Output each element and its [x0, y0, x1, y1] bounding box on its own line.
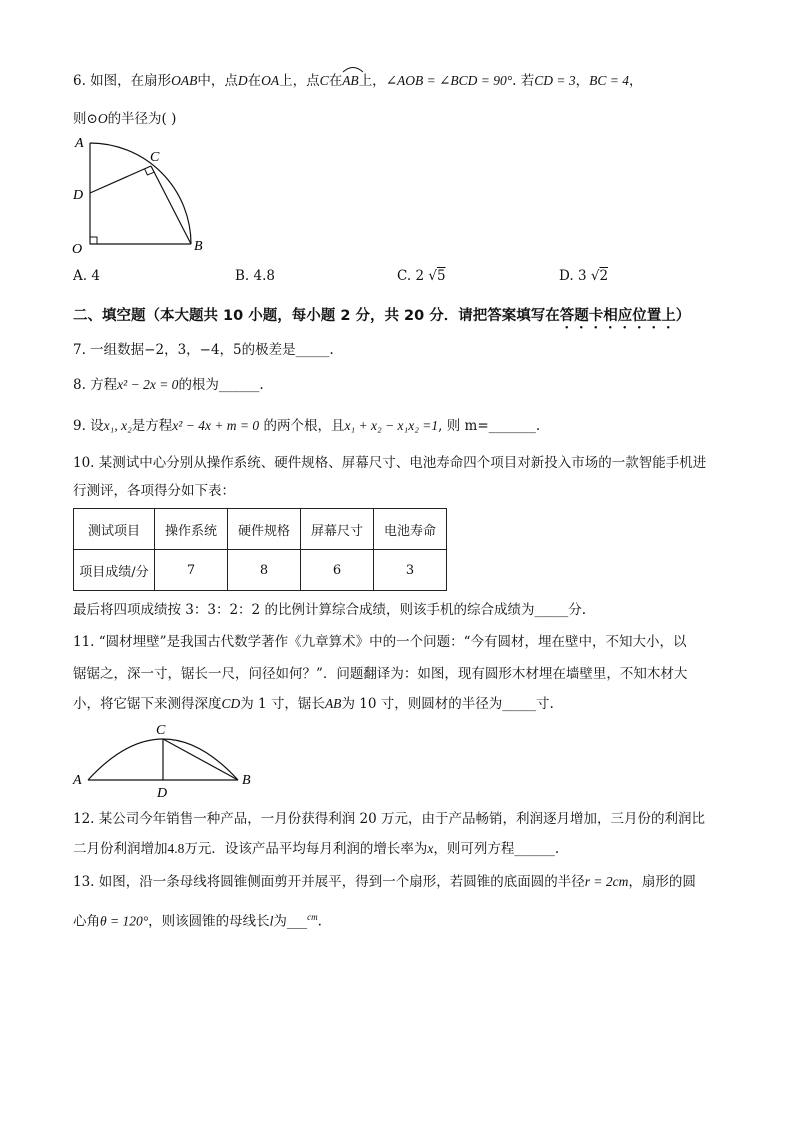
- q6-sector-figure: [70, 133, 220, 253]
- q6-text: ，: [575, 73, 590, 89]
- q6-text: . 若: [512, 73, 535, 89]
- q9-variables: x₁, x₂: [103, 418, 132, 433]
- q11-segment-ab: AB: [324, 696, 342, 711]
- table-cell: 项目成绩/分: [74, 550, 155, 591]
- q9-text: , 则 m=_______.: [438, 418, 541, 434]
- q6-cd-value: CD = 3: [534, 73, 576, 88]
- q10-score-table: [73, 508, 447, 591]
- q6-option-c: C. 2 √5: [397, 268, 446, 284]
- q9-line: [73, 417, 540, 435]
- q12-line1: 12. 某公司今年销售一种产品，一月份获得利润 20 万元，由于产品畅销，利润逐月增加，三月份的利润比: [73, 811, 706, 827]
- q6-label-c: C: [150, 150, 160, 165]
- q6-text: 上，: [358, 73, 386, 89]
- q12-text: 二月份利润增加: [73, 841, 168, 857]
- q11-segment-cb-line: [163, 739, 238, 780]
- q6-point-c: C: [319, 73, 329, 88]
- q11-text: 为 10 寸，则圆材的半径为_____寸.: [341, 696, 554, 712]
- q6-right-angle-o: [90, 237, 97, 244]
- q6-text: ，: [629, 73, 643, 89]
- q6-option-d: D. 3 √2: [559, 268, 609, 284]
- table-cell: 6: [301, 550, 374, 591]
- section-2-heading: [73, 304, 690, 332]
- q13-text: 心角: [73, 913, 100, 930]
- q9-equation: x² − 4x + m = 0: [172, 418, 260, 433]
- q6-arc-line: [90, 143, 191, 244]
- table-cell: 硬件规格: [228, 509, 301, 550]
- q6-text: 在: [247, 73, 262, 89]
- option-label: D.: [559, 268, 574, 284]
- q6-label-b: B: [194, 239, 203, 253]
- q13-text: .: [317, 913, 322, 930]
- q12-amount: 4.8: [167, 841, 185, 856]
- q6-sector-name: OAB: [171, 73, 198, 88]
- q13-unit: cm: [307, 912, 318, 922]
- q6-text: 中，点: [197, 73, 238, 89]
- q6-point-d: D: [237, 73, 248, 88]
- q6-text: 则⊙: [73, 111, 98, 127]
- q12-text: 万元．设该产品平均每月利润的增长率为: [184, 841, 428, 857]
- q6-text: 在: [328, 73, 343, 89]
- q13-line1: [73, 873, 696, 891]
- q6-prefix: 6. 如图，在扇形: [73, 73, 172, 89]
- q10-line1: 10. 某测试中心分别从操作系统、硬件规格、屏幕尺寸、电池寿命四个项目对新投入市场的一款智能手机进: [73, 455, 707, 471]
- section-title-emphasis: 答题卡相应位置上: [559, 308, 676, 324]
- q8-text: 的根为______.: [178, 377, 264, 393]
- table-cell: 测试项目: [74, 509, 155, 550]
- q13-text: 13. 如图，沿一条母线将圆锥侧面剪开并展平，得到一个扇形，若圆锥的底面圆的半径: [73, 874, 585, 890]
- table-cell: 屏幕尺寸: [301, 509, 374, 550]
- q11-label-c: C: [156, 723, 166, 738]
- option-radicand: 5: [436, 268, 446, 284]
- q6-segment-oa: OA: [261, 73, 280, 88]
- q11-line1: 11. “圆材埋壁”是我国古代数学著作《九章算术》中的一个问题：“今有圆材，埋在壁中，不知大小，以: [73, 634, 687, 650]
- q6-segment-cb-line: [151, 166, 191, 244]
- q6-arc-ab: [342, 72, 359, 90]
- q6-line1: [73, 72, 643, 90]
- q11-line3: [73, 695, 554, 713]
- q6-arc-label: AB: [342, 73, 359, 88]
- q9-text: 的两个根，且: [263, 418, 345, 434]
- q6-angle-condition: ∠AOB = ∠BCD = 90°: [385, 73, 513, 88]
- q13-line2: [73, 908, 322, 931]
- q6-label-d: D: [73, 188, 84, 203]
- q10-line2: 行测评，各项得分如下表：: [73, 483, 235, 499]
- q13-text: ，扇形的圆: [628, 874, 696, 890]
- option-value: 4: [91, 268, 100, 284]
- q13-variable-l: l: [269, 913, 274, 929]
- section-title: ）: [675, 308, 691, 324]
- table-header-row: [74, 509, 447, 550]
- table-cell: 操作系统: [155, 509, 228, 550]
- section-title: 二、填空题（本大题共 10 小题，每小题 2 分，共 20 分．请把答案填写在: [73, 308, 560, 324]
- q11-text: 为 1 寸，锯长: [240, 696, 325, 712]
- q6-label-o: O: [72, 242, 83, 253]
- option-value: 4.8: [253, 268, 275, 284]
- table-cell: 电池寿命: [374, 509, 447, 550]
- q13-angle: θ = 120°: [100, 913, 149, 929]
- q6-label-a: A: [75, 136, 84, 151]
- q6-text: 的半径为( ): [107, 111, 177, 127]
- option-label: A.: [73, 268, 88, 284]
- q13-radius: r = 2cm: [584, 874, 629, 889]
- q12-variable-x: x: [427, 841, 434, 856]
- q11-text: 小，将它锯下来测得深度: [73, 696, 222, 712]
- q8-equation: x² − 2x = 0: [117, 377, 179, 392]
- q8-line: [73, 376, 264, 394]
- q6-option-a: [73, 268, 100, 284]
- option-label: B.: [235, 268, 250, 284]
- q9-text: 是方程: [131, 418, 173, 434]
- q13-text: 为___: [273, 913, 308, 930]
- q11-segment-cd: CD: [221, 696, 241, 711]
- q9-text: 9. 设: [73, 418, 104, 434]
- table-row: [74, 550, 447, 591]
- q11-line2: 锯锯之，深一寸，锯长一尺，问径如何？”．问题翻译为：如图，现有圆形木材埋在墙壁里，不知木材大: [73, 666, 688, 682]
- q6-segment-dc-line: [90, 166, 151, 193]
- q12-text: ，则可列方程______.: [433, 841, 560, 857]
- q10-line3: 最后将四项成绩按 3：3：2：2 的比例计算综合成绩，则该手机的综合成绩为_____分.: [73, 602, 586, 618]
- table-cell: 8: [228, 550, 301, 591]
- q6-option-b: [235, 268, 275, 284]
- table-cell: 7: [155, 550, 228, 591]
- table-cell: 3: [374, 550, 447, 591]
- q6-line2: [73, 110, 176, 128]
- option-value: 3: [577, 268, 587, 284]
- option-label: C.: [397, 268, 412, 284]
- option-radicand: 2: [599, 268, 609, 284]
- q7-text: 7. 一组数据−2，3，−4，5的极差是_____.: [73, 342, 334, 358]
- q11-label-b: B: [242, 773, 251, 788]
- q6-text: 上，点: [279, 73, 320, 89]
- q6-circle-o: O: [97, 111, 108, 126]
- q9-condition: x₁ + x₂ − x₁x₂ =1: [344, 418, 439, 433]
- q6-bc-value: BC = 4: [589, 73, 630, 88]
- q13-text: ，则该圆锥的母线长: [148, 913, 270, 930]
- option-value: 2: [415, 268, 425, 284]
- q11-arc-figure: [70, 720, 265, 800]
- q12-line2: [73, 840, 559, 858]
- q11-label-d: D: [157, 786, 168, 800]
- q8-text: 8. 方程: [73, 377, 118, 393]
- q11-label-a: A: [73, 773, 82, 788]
